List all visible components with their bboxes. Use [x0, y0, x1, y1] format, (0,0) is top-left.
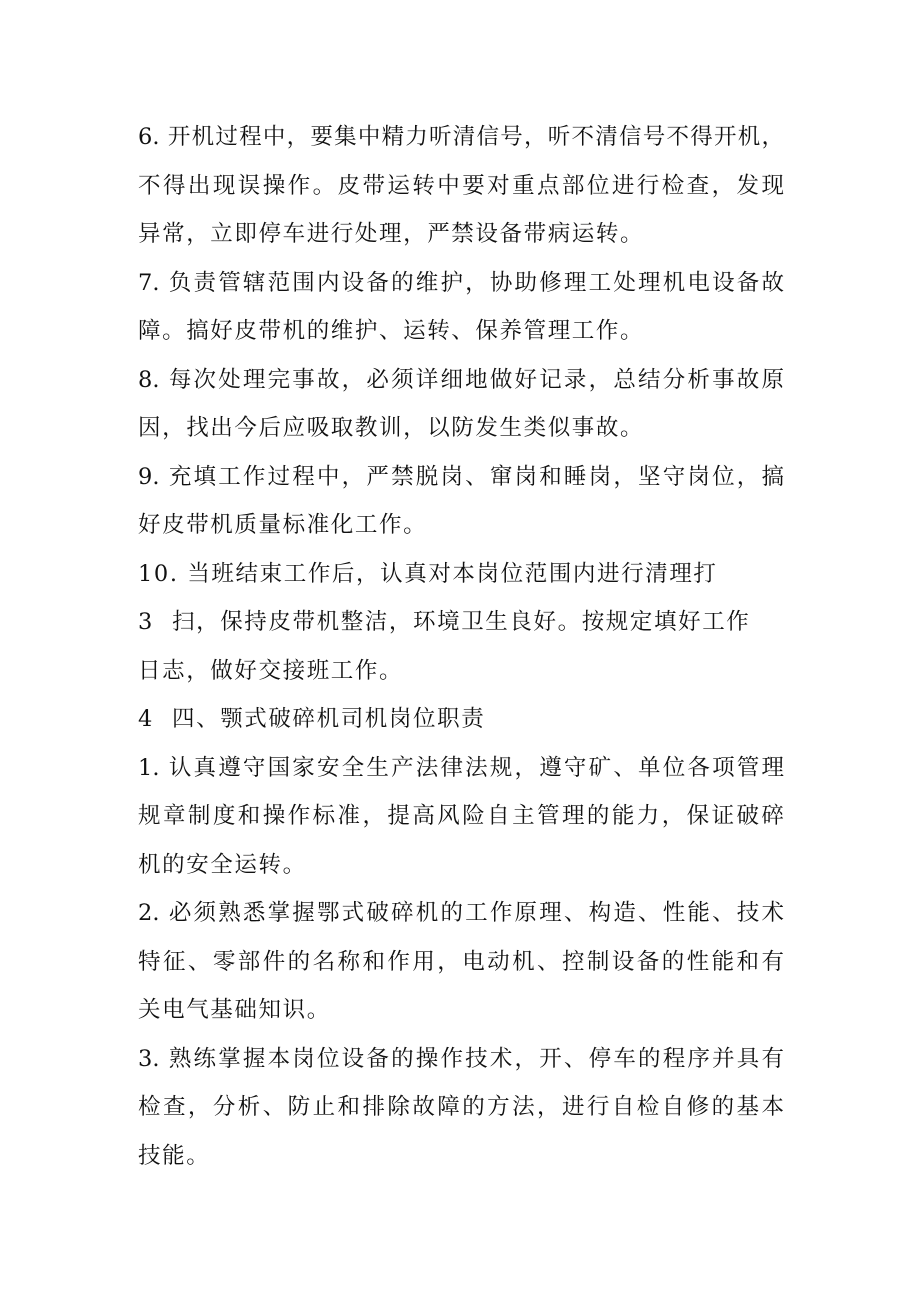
text-line	[138, 938, 784, 987]
line-text: 规章制度和操作标准，提高风险自主管理的能力，保证破碎	[138, 803, 784, 829]
text-line	[138, 647, 784, 696]
text-line	[138, 1035, 784, 1084]
text-line	[138, 453, 784, 502]
page-number-marker: 4	[138, 706, 154, 732]
line-text: 好皮带机质量标准化工作。	[138, 512, 428, 538]
line-text: 1. 认真遵守国家安全生产法律法规，遵守矿、单位各项管理	[138, 754, 784, 781]
line-text: 检查，分析、防止和排除故障的方法，进行自检自修的基本	[138, 1094, 784, 1120]
text-line	[138, 1083, 784, 1132]
line-text: 特征、零部件的名称和作用，电动机、控制设备的性能和有	[138, 948, 784, 975]
line-text: 因，找出今后应吸取教训，以防发生类似事故。	[138, 415, 645, 441]
line-text: 关电气基础知识。	[138, 997, 331, 1023]
page-number-marker: 3	[138, 609, 154, 635]
text-line	[138, 598, 784, 647]
line-text: 不得出现误操作。皮带运转中要对重点部位进行检查，发现	[138, 172, 784, 199]
text-line	[138, 841, 784, 890]
line-text: 日志，做好交接班工作。	[138, 657, 404, 684]
text-line	[138, 889, 784, 938]
text-line	[138, 744, 784, 793]
text-line	[138, 501, 784, 550]
text-line	[138, 792, 784, 841]
text-line	[138, 550, 784, 599]
line-text: 四、颚式破碎机司机岗位职责	[172, 706, 486, 732]
line-text: 2. 必须熟悉掌握鄂式破碎机的工作原理、构造、性能、技术	[138, 900, 784, 926]
line-text: 3. 熟练掌握本岗位设备的操作技术，开、停车的程序并具有	[138, 1045, 784, 1072]
text-line	[138, 162, 784, 211]
text-line	[138, 307, 784, 356]
line-text: 扫，保持皮带机整洁，环境卫生良好。按规定填好工作	[172, 609, 751, 635]
document-body	[138, 113, 784, 1180]
line-text: 异常，立即停车进行处理，严禁设备带病运转。	[138, 221, 645, 247]
text-line	[138, 695, 784, 744]
text-line	[138, 356, 784, 405]
line-text: 7. 负责管辖范围内设备的维护，协助修理工处理机电设备故	[138, 269, 784, 296]
text-line	[138, 1132, 784, 1181]
line-text: 机的安全运转。	[138, 851, 307, 878]
line-text: 6. 开机过程中，要集中精力听清信号，听不清信号不得开机，	[138, 124, 784, 150]
line-text: 技能。	[138, 1142, 211, 1169]
text-line	[138, 404, 784, 453]
text-line	[138, 259, 784, 308]
line-text: 9. 充填工作过程中，严禁脱岗、窜岗和睡岗，坚守岗位，搞	[138, 463, 784, 490]
text-line	[138, 210, 784, 259]
text-line	[138, 113, 784, 162]
line-text: 10. 当班结束工作后，认真对本岗位范围内进行清理打	[138, 560, 718, 587]
text-line	[138, 986, 784, 1035]
line-text: 障。搞好皮带机的维护、运转、保养管理工作。	[138, 318, 645, 344]
line-text: 8. 每次处理完事故，必须详细地做好记录，总结分析事故原	[138, 366, 784, 393]
